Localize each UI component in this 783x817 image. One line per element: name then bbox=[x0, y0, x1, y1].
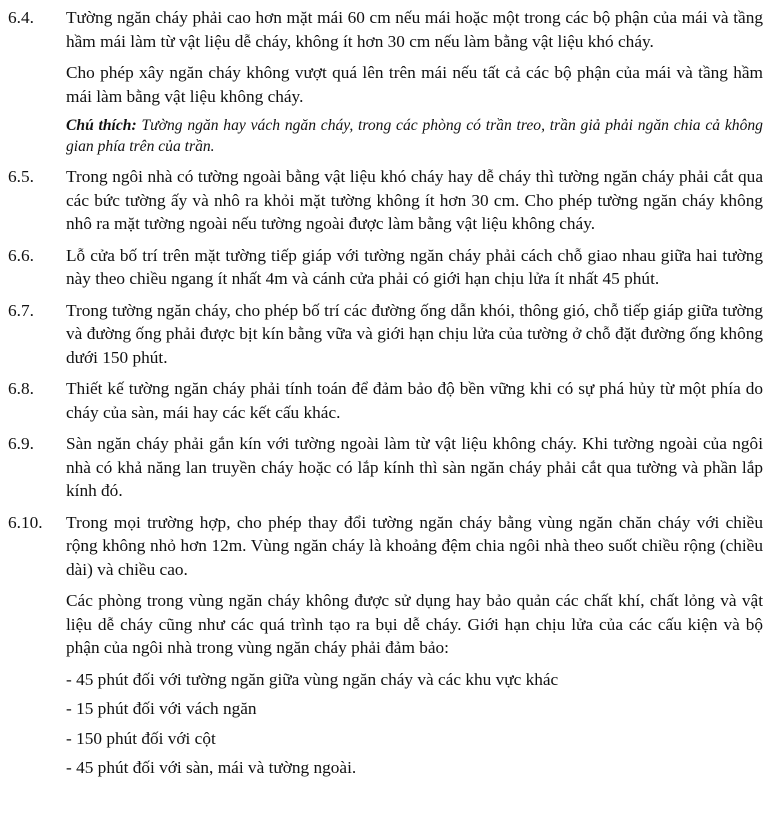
section-body bbox=[66, 377, 763, 424]
paragraph: Trong tường ngăn cháy, cho phép bố trí các đường ống dẫn khói, thông gió, chỗ tiếp giáp giữa tường và đường ống phải được bịt kín bằng vữa và giới hạn chịu lửa của tường ở chỗ đặt đường ống không dưới 150 phút. bbox=[66, 300, 763, 367]
note-label: Chú thích: bbox=[66, 117, 137, 134]
section-6-4 bbox=[8, 6, 763, 157]
section-number: 6.9. bbox=[8, 434, 34, 453]
list-item: - 45 phút đối với sàn, mái và tường ngoài. bbox=[66, 758, 357, 777]
paragraph: Thiết kế tường ngăn cháy phải tính toán để đảm bảo độ bền vững khi có sự phá hủy từ một phía do cháy của sàn, mái hay các kết cấu khác. bbox=[66, 379, 763, 422]
paragraph: Tường ngăn cháy phải cao hơn mặt mái 60 cm nếu mái hoặc một trong các bộ phận của mái và tầng hầm mái làm từ vật liệu dễ cháy, không ít hơn 30 cm nếu làm bằng vật liệu khó cháy. bbox=[66, 8, 763, 51]
section-6-10 bbox=[8, 511, 763, 786]
section-body bbox=[66, 165, 763, 236]
section-number: 6.5. bbox=[8, 167, 34, 186]
section-number: 6.6. bbox=[8, 245, 34, 265]
section-number: 6.10. bbox=[8, 512, 43, 532]
list-item: - 150 phút đối với cột bbox=[66, 728, 216, 748]
paragraph: Lỗ cửa bố trí trên mặt tường tiếp giáp với tường ngăn cháy phải cách chỗ giao nhau giữa hai tường này theo chiều ngang ít nhất 4m và cánh cửa phải có giới hạn chịu lửa ít nhất 45 phút. bbox=[66, 245, 763, 288]
section-number: 6.4. bbox=[8, 8, 34, 27]
list-item: - 45 phút đối với tường ngăn giữa vùng ngăn cháy và các khu vực khác bbox=[66, 669, 559, 689]
section-number: 6.8. bbox=[8, 379, 34, 398]
paragraph: Các phòng trong vùng ngăn cháy không được sử dụng hay bảo quản các chất khí, chất lỏng và vật liệu dễ cháy cũng như các quá trình tạo ra bụi dễ cháy. Giới hạn chịu lửa của các cấu kiện và bộ phận của ngôi nhà trong vùng ngăn cháy phải đảm bảo: bbox=[66, 591, 763, 657]
paragraph: Sàn ngăn cháy phải gắn kín với tường ngoài làm từ vật liệu không cháy. Khi tường ngoài của ngôi nhà có khả năng lan truyền cháy hoặc có lắp kính thì sàn ngăn cháy phải cắt qua tường và phần lắp kính đó. bbox=[66, 434, 763, 500]
section-6-8 bbox=[8, 377, 763, 424]
fire-rating-list bbox=[66, 668, 763, 780]
paragraph: Trong mọi trường hợp, cho phép thay đổi tường ngăn cháy bằng vùng ngăn chăn cháy với chiều rộng không nhỏ hơn 12m. Vùng ngăn cháy là khoảng đệm chia ngôi nhà theo suốt chiều rộng (chiều dài) và chiều cao. bbox=[66, 512, 763, 579]
section-body bbox=[66, 244, 763, 291]
note-text: Tường ngăn hay vách ngăn cháy, trong các phòng có trần treo, trần giả phải ngăn chia cả không gian phía trên của trần. bbox=[66, 117, 763, 155]
paragraph: Cho phép xây ngăn cháy không vượt quá lên trên mái nếu tất cả các bộ phận của mái và tầng hầm mái làm bằng vật liệu không cháy. bbox=[66, 63, 763, 106]
section-body bbox=[66, 6, 763, 157]
section-6-9 bbox=[8, 432, 763, 503]
section-body bbox=[66, 511, 763, 786]
section-6-7 bbox=[8, 299, 763, 370]
paragraph: Trong ngôi nhà có tường ngoài bằng vật liệu khó cháy hay dễ cháy thì tường ngăn cháy phải cắt qua các bức tường ấy và nhô ra khỏi mặt tường không ít hơn 30 cm. Cho phép tường ngăn cháy không nhô ra mặt tường ngoài nếu tường ngoài được làm bằng vật liệu không cháy. bbox=[66, 167, 763, 233]
section-body bbox=[66, 299, 763, 370]
section-body bbox=[66, 432, 763, 503]
section-6-5 bbox=[8, 165, 763, 236]
list-item: - 15 phút đối với vách ngăn bbox=[66, 699, 257, 718]
note bbox=[66, 116, 763, 157]
section-6-6 bbox=[8, 244, 763, 291]
section-number: 6.7. bbox=[8, 300, 34, 320]
